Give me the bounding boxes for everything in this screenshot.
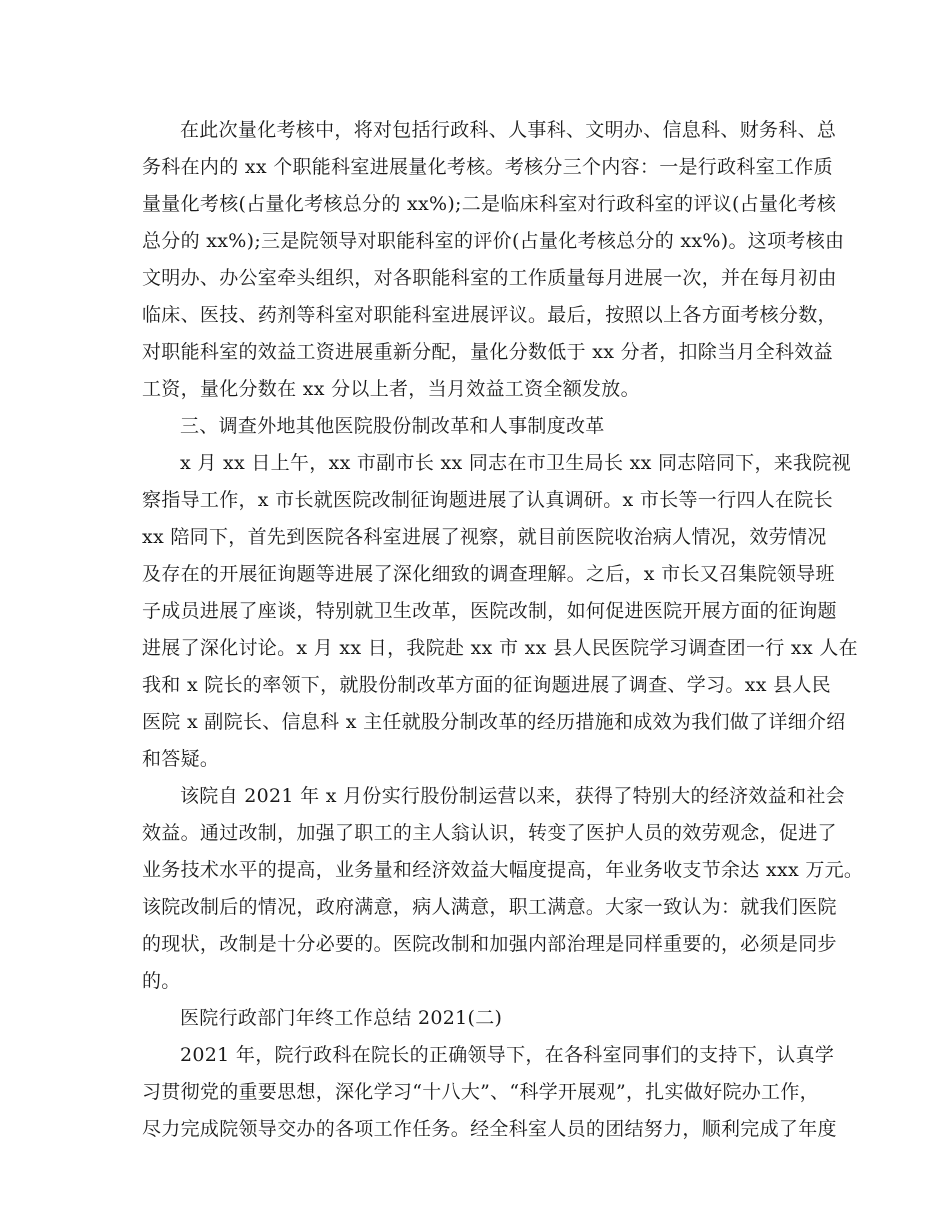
section-heading: 医院行政部门年终工作总结 2021(二) <box>180 1007 503 1029</box>
text-line: xx 陪同下，首先到医院各科室进展了视察，就目前医院收治病人情况，效劳情况 <box>142 526 827 548</box>
text-line: 及存在的开展征询题等进展了深化细致的调查理解。之后，x 市长又召集院领导班 <box>142 563 835 585</box>
text-line: 习贯彻党的重要思想，深化学习“十八大”、“科学开展观”，扎实做好院办工作， <box>142 1081 819 1103</box>
text-line: 对职能科室的效益工资进展重新分配，量化分数低于 xx 分者，扣除当月全科效益 <box>142 341 833 363</box>
text-line: 工资，量化分数在 xx 分以上者，当月效益工资全额发放。 <box>142 378 640 400</box>
text-line: 在此次量化考核中，将对包括行政科、人事科、文明办、信息科、财务科、总 <box>180 119 837 141</box>
text-line: 尽力完成院领导交办的各项工作任务。经全科室人员的团结努力，顺利完成了年度 <box>142 1118 837 1140</box>
text-line: 我和 x 院长的率领下，就股份制改革方面的征询题进展了调查、学习。xx 县人民 <box>142 674 831 696</box>
text-line: 量量化考核(占量化考核总分的 xx%);二是临床科室对行政科室的评议(占量化考核 <box>142 193 837 215</box>
text-line: 业务技术水平的提高，业务量和经济效益大幅度提高，年业务收支节余达 xxx 万元。 <box>142 859 864 881</box>
text-line: x 月 xx 日上午，xx 市副市长 xx 同志在市卫生局长 xx 同志陪同下，来我院视 <box>180 452 851 474</box>
text-line: 文明办、办公室牵头组织，对各职能科室的工作质量每月进展一次，并在每月初由 <box>142 267 837 289</box>
text-line: 和答疑。 <box>142 748 220 770</box>
text-line: 总分的 xx%);三是院领导对职能科室的评价(占量化考核总分的 xx%)。这项考核由 <box>142 230 845 252</box>
text-line: 的现状，改制是十分必要的。医院改制和加强内部治理是同样重要的，必须是同步 <box>142 933 837 955</box>
text-line: 子成员进展了座谈，特别就卫生改革，医院改制，如何促进医院开展方面的征询题 <box>142 600 837 622</box>
text-line: 的。 <box>142 970 181 992</box>
text-line: 进展了深化讨论。x 月 xx 日，我院赴 xx 市 xx 县人民医院学习调查团一行 xx 人在 <box>142 637 858 659</box>
text-line: 该院自 2021 年 x 月份实行股份制运营以来，获得了特别大的经济效益和社会 <box>180 785 845 807</box>
text-line: 2021 年，院行政科在院长的正确领导下，在各科室同事们的支持下，认真学 <box>180 1044 835 1066</box>
text-line: 该院改制后的情况，政府满意，病人满意，职工满意。大家一致认为：就我们医院 <box>142 896 837 918</box>
text-line: 效益。通过改制，加强了职工的主人翁认识，转变了医护人员的效劳观念，促进了 <box>142 822 837 844</box>
text-line: 医院 x 副院长、信息科 x 主任就股分制改革的经历措施和成效为我们做了详细介绍 <box>142 711 846 733</box>
text-line: 务科在内的 xx 个职能科室进展量化考核。考核分三个内容：一是行政科室工作质 <box>142 156 833 178</box>
section-heading: 三、调查外地其他医院股份制改革和人事制度改革 <box>180 415 605 437</box>
text-line: 临床、医技、药剂等科室对职能科室进展评议。最后，按照以上各方面考核分数， <box>142 304 837 326</box>
text-line: 察指导工作，x 市长就医院改制征询题进展了认真调研。x 市长等一行四人在院长 <box>142 489 833 511</box>
